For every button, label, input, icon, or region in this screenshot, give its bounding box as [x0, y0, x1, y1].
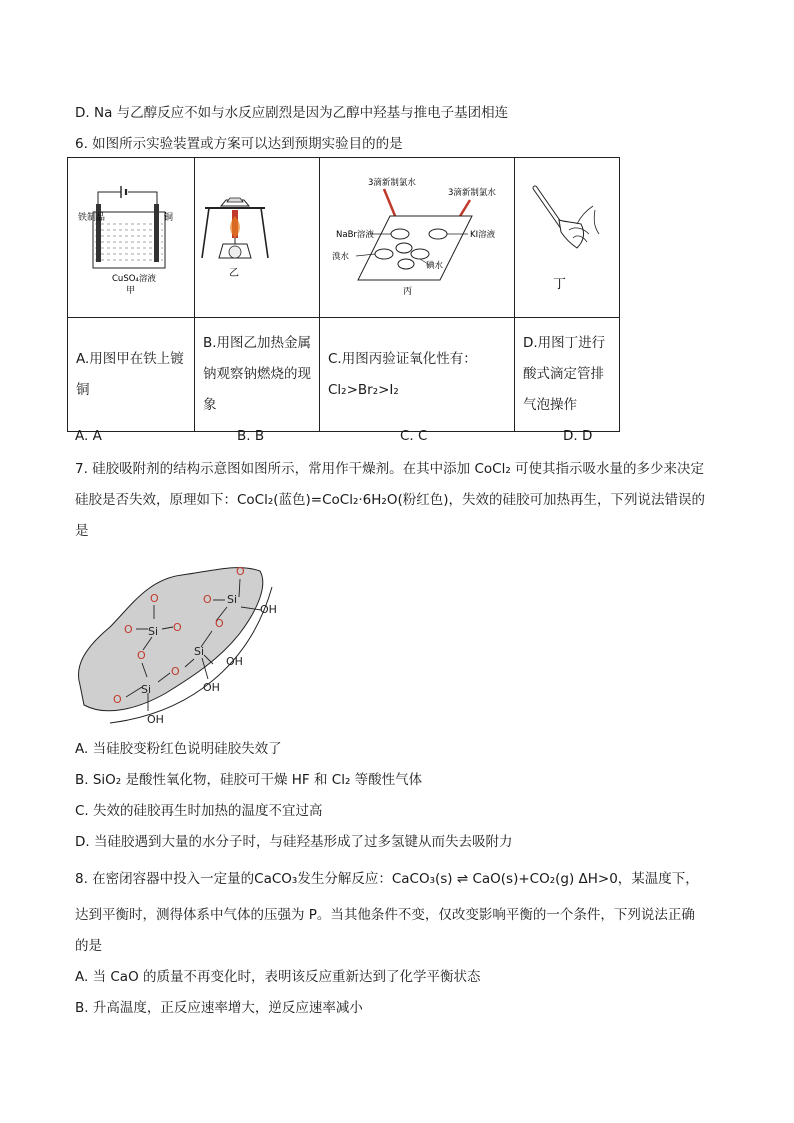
- fig-yi-cell: [195, 158, 320, 318]
- q8-stem-line2: 达到平衡时，测得体系中气体的压强为 P。当其他条件不变，仅改变影响平衡的一个条件，下列说法正确: [75, 907, 695, 923]
- answer-d[interactable]: D. D: [563, 428, 593, 444]
- caption-bing: 丙: [403, 287, 413, 297]
- svg-text:Si: Si: [148, 625, 159, 638]
- q7-stem-line3: 是: [75, 523, 89, 539]
- label-copper: 铜: [164, 213, 174, 223]
- svg-text:O: O: [236, 565, 245, 578]
- svg-text:Si: Si: [194, 645, 205, 658]
- svg-text:OH: OH: [203, 681, 220, 694]
- label-cuso4: CuSO₄溶液: [112, 274, 156, 284]
- q8-option-a: A. 当 CaO 的质量不再变化时，表明该反应重新达到了化学平衡状态: [75, 969, 481, 985]
- burette-diagram: [515, 158, 619, 313]
- svg-text:OH: OH: [147, 713, 164, 726]
- svg-text:Si: Si: [141, 683, 152, 696]
- q8-option-b: B. 升高温度，正反应速率增大，逆反应速率减小: [75, 1000, 363, 1016]
- answer-b[interactable]: B. B: [237, 428, 265, 444]
- heating-sodium-diagram: [195, 158, 319, 313]
- label-iodine: 碘水: [426, 261, 444, 271]
- option-d-cell: D.用图丁进行酸式滴定管排气泡操作: [515, 318, 620, 432]
- q7-option-a: A. 当硅胶变粉红色说明硅胶失效了: [75, 741, 282, 757]
- q7-option-d: D. 当硅胶遇到大量的水分子时，与硅羟基形成了过多氢键从而失去吸附力: [75, 834, 513, 850]
- option-a-cell: A.用图甲在铁上镀铜: [68, 318, 195, 432]
- svg-text:OH: OH: [226, 655, 243, 668]
- q5-option-d: D. Na 与乙醇反应不如与水反应剧烈是因为乙醇中羟基与推电子基团相连: [75, 105, 509, 121]
- q6-stem: 6. 如图所示实验装置或方案可以达到预期实验目的的是: [75, 136, 403, 152]
- q8-stem-line1: 8. 在密闭容器中投入一定量的CaCO₃发生分解反应：CaCO₃(s) ⇌ CaO(s)+CO₂(g) ΔH>0，某温度下，: [75, 871, 699, 887]
- silica-gel-structure: [70, 555, 300, 730]
- q6-table: [67, 157, 620, 432]
- caption-ding: 丁: [553, 277, 567, 292]
- label-ki: KI溶液: [470, 230, 496, 240]
- svg-text:O: O: [150, 592, 159, 605]
- svg-text:O: O: [124, 623, 133, 636]
- fig-ding-cell: [515, 158, 620, 318]
- svg-text:OH: OH: [260, 603, 277, 616]
- fig-jia-cell: [68, 158, 195, 318]
- label-iron: 铁制品: [78, 213, 106, 223]
- answer-a[interactable]: A. A: [75, 428, 102, 444]
- svg-text:O: O: [203, 593, 212, 606]
- label-drop-left: 3滴新制氯水: [368, 178, 416, 188]
- option-b-cell: B.用图乙加热金属钠观察钠燃烧的现象: [195, 318, 320, 432]
- q8-stem-line3: 的是: [75, 938, 102, 954]
- q7-stem-line2: 硅胶是否失效，原理如下：CoCl₂(蓝色)=CoCl₂·6H₂O(粉红色)，失效的硅胶可加热再生，下列说法错误的: [75, 492, 705, 508]
- spot-plate-diagram: [320, 158, 514, 313]
- fig-bing-cell: [320, 158, 515, 318]
- caption-yi: 乙: [229, 268, 239, 279]
- q7-stem-line1: 7. 硅胶吸附剂的结构示意图如图所示，常用作干燥剂。在其中添加 CoCl₂ 可使其指示吸水量的多少来决定: [75, 461, 705, 477]
- option-c-cell: C.用图丙验证氧化性有： Cl₂>Br₂>I₂: [320, 318, 515, 432]
- caption-jia: 甲: [126, 286, 136, 296]
- q7-option-c: C. 失效的硅胶再生时加热的温度不宜过高: [75, 803, 323, 819]
- electroplating-diagram: [68, 158, 194, 313]
- label-nabr: NaBr溶液: [336, 230, 374, 240]
- svg-text:O: O: [173, 621, 182, 634]
- svg-text:O: O: [137, 649, 146, 662]
- svg-text:O: O: [113, 693, 122, 706]
- svg-text:O: O: [215, 617, 224, 630]
- q7-option-b: B. SiO₂ 是酸性氧化物，硅胶可干燥 HF 和 Cl₂ 等酸性气体: [75, 772, 423, 788]
- svg-text:O: O: [171, 665, 180, 678]
- label-bromine: 溴水: [332, 252, 350, 262]
- answer-c[interactable]: C. C: [400, 428, 428, 444]
- svg-text:Si: Si: [227, 593, 238, 606]
- label-drop-right: 3滴新制氯水: [448, 188, 496, 198]
